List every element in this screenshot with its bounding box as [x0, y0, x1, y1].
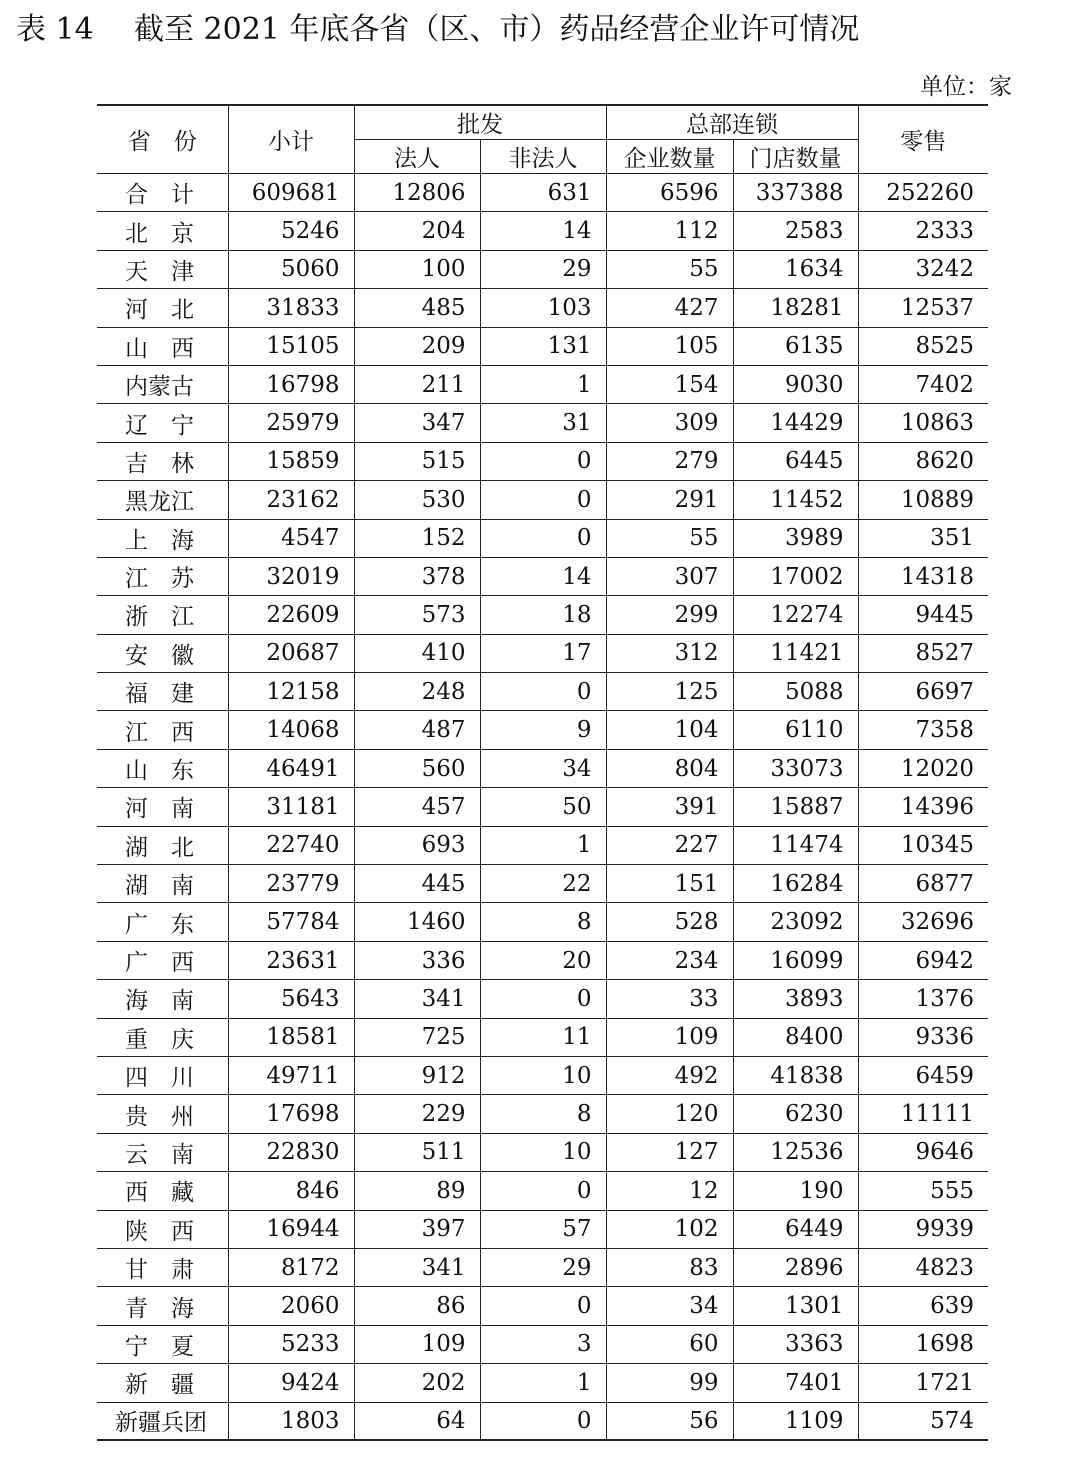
wholesale-nonlegal-cell: 10 [480, 1133, 606, 1171]
wholesale-legal-cell: 204 [354, 212, 480, 250]
retail-cell: 32696 [858, 903, 988, 941]
table-row [97, 1325, 988, 1363]
subtotal-cell: 12158 [228, 673, 354, 711]
subtotal-cell: 5060 [228, 250, 354, 288]
wholesale-nonlegal-cell: 0 [480, 519, 606, 557]
chain-stores-cell: 11421 [733, 634, 858, 672]
retail-cell: 4823 [858, 1248, 988, 1286]
province-name: 广 西 [97, 941, 228, 979]
wholesale-legal-cell: 109 [354, 1325, 480, 1363]
province-name: 河 南 [97, 788, 228, 826]
wholesale-nonlegal-cell: 8 [480, 903, 606, 941]
wholesale-legal-cell: 248 [354, 673, 480, 711]
retail-cell: 9646 [858, 1133, 988, 1171]
chain-companies-cell: 391 [606, 788, 733, 826]
chain-companies-cell: 99 [606, 1364, 733, 1402]
table-row [97, 250, 988, 288]
province-name: 辽 宁 [97, 404, 228, 442]
subtotal-cell: 22830 [228, 1133, 354, 1171]
wholesale-legal-cell: 515 [354, 442, 480, 480]
chain-companies-cell: 309 [606, 404, 733, 442]
chain-companies-cell: 127 [606, 1133, 733, 1171]
chain-stores-cell: 6230 [733, 1095, 858, 1133]
chain-stores-cell: 3893 [733, 980, 858, 1018]
retail-cell: 3242 [858, 250, 988, 288]
retail-cell: 8525 [858, 327, 988, 365]
retail-cell: 1376 [858, 980, 988, 1018]
table-row [97, 941, 988, 979]
province-name: 西 藏 [97, 1172, 228, 1210]
wholesale-legal-cell: 485 [354, 289, 480, 327]
retail-cell: 2333 [858, 212, 988, 250]
chain-stores-cell: 6135 [733, 327, 858, 365]
header-wholesale-nonlegal: 非法人 [480, 140, 606, 174]
table-row [97, 365, 988, 403]
wholesale-nonlegal-cell: 0 [480, 980, 606, 1018]
chain-companies-cell: 12 [606, 1172, 733, 1210]
header-retail: 零售 [858, 105, 988, 174]
wholesale-nonlegal-cell: 1 [480, 365, 606, 403]
subtotal-cell: 32019 [228, 557, 354, 595]
province-name: 陕 西 [97, 1210, 228, 1248]
chain-stores-cell: 17002 [733, 557, 858, 595]
province-name: 北 京 [97, 212, 228, 250]
retail-cell: 11111 [858, 1095, 988, 1133]
chain-stores-cell: 2896 [733, 1248, 858, 1286]
subtotal-cell: 31181 [228, 788, 354, 826]
chain-stores-cell: 337388 [733, 174, 858, 212]
subtotal-cell: 1803 [228, 1402, 354, 1440]
province-name: 天 津 [97, 250, 228, 288]
subtotal-cell: 20687 [228, 634, 354, 672]
subtotal-cell: 14068 [228, 711, 354, 749]
chain-companies-cell: 55 [606, 250, 733, 288]
subtotal-cell: 15105 [228, 327, 354, 365]
retail-cell: 6459 [858, 1056, 988, 1094]
retail-cell: 7402 [858, 365, 988, 403]
table-body [97, 174, 988, 1441]
subtotal-cell: 25979 [228, 404, 354, 442]
table-row [97, 980, 988, 1018]
wholesale-nonlegal-cell: 0 [480, 1287, 606, 1325]
province-name: 四 川 [97, 1056, 228, 1094]
chain-stores-cell: 1634 [733, 250, 858, 288]
subtotal-cell: 8172 [228, 1248, 354, 1286]
header-chain: 总部连锁 [606, 105, 858, 140]
wholesale-nonlegal-cell: 34 [480, 749, 606, 787]
subtotal-cell: 22740 [228, 826, 354, 864]
subtotal-cell: 23779 [228, 865, 354, 903]
chain-companies-cell: 102 [606, 1210, 733, 1248]
chain-stores-cell: 18281 [733, 289, 858, 327]
chain-stores-cell: 23092 [733, 903, 858, 941]
retail-cell: 12020 [858, 749, 988, 787]
wholesale-nonlegal-cell: 57 [480, 1210, 606, 1248]
retail-cell: 252260 [858, 174, 988, 212]
wholesale-legal-cell: 89 [354, 1172, 480, 1210]
chain-companies-cell: 151 [606, 865, 733, 903]
wholesale-legal-cell: 100 [354, 250, 480, 288]
wholesale-legal-cell: 229 [354, 1095, 480, 1133]
wholesale-legal-cell: 1460 [354, 903, 480, 941]
chain-companies-cell: 55 [606, 519, 733, 557]
wholesale-nonlegal-cell: 14 [480, 557, 606, 595]
license-table [97, 104, 988, 1441]
chain-companies-cell: 60 [606, 1325, 733, 1363]
table-row [97, 212, 988, 250]
chain-companies-cell: 34 [606, 1287, 733, 1325]
wholesale-nonlegal-cell: 18 [480, 596, 606, 634]
chain-companies-cell: 299 [606, 596, 733, 634]
chain-stores-cell: 15887 [733, 788, 858, 826]
chain-stores-cell: 7401 [733, 1364, 858, 1402]
wholesale-legal-cell: 64 [354, 1402, 480, 1440]
province-name: 云 南 [97, 1133, 228, 1171]
header-chain-stores: 门店数量 [733, 140, 858, 174]
table-number: 表 14 [16, 12, 94, 47]
wholesale-nonlegal-cell: 10 [480, 1056, 606, 1094]
chain-companies-cell: 6596 [606, 174, 733, 212]
wholesale-legal-cell: 341 [354, 1248, 480, 1286]
subtotal-cell: 846 [228, 1172, 354, 1210]
table-row [97, 289, 988, 327]
retail-cell: 1721 [858, 1364, 988, 1402]
province-name: 甘 肃 [97, 1248, 228, 1286]
subtotal-cell: 16798 [228, 365, 354, 403]
subtotal-cell: 4547 [228, 519, 354, 557]
subtotal-cell: 18581 [228, 1018, 354, 1056]
wholesale-legal-cell: 573 [354, 596, 480, 634]
chain-stores-cell: 5088 [733, 673, 858, 711]
province-name: 湖 南 [97, 865, 228, 903]
table-row [97, 519, 988, 557]
table-row [97, 1133, 988, 1171]
chain-companies-cell: 528 [606, 903, 733, 941]
wholesale-legal-cell: 347 [354, 404, 480, 442]
subtotal-cell: 5643 [228, 980, 354, 1018]
retail-cell: 351 [858, 519, 988, 557]
chain-companies-cell: 291 [606, 481, 733, 519]
table-row [97, 1287, 988, 1325]
wholesale-nonlegal-cell: 14 [480, 212, 606, 250]
retail-cell: 574 [858, 1402, 988, 1440]
wholesale-legal-cell: 457 [354, 788, 480, 826]
table-row [97, 327, 988, 365]
subtotal-cell: 17698 [228, 1095, 354, 1133]
chain-companies-cell: 112 [606, 212, 733, 250]
chain-stores-cell: 3989 [733, 519, 858, 557]
province-name: 上 海 [97, 519, 228, 557]
wholesale-legal-cell: 152 [354, 519, 480, 557]
table-header [97, 105, 988, 174]
chain-companies-cell: 125 [606, 673, 733, 711]
page-title [16, 10, 859, 50]
subtotal-cell: 46491 [228, 749, 354, 787]
chain-companies-cell: 427 [606, 289, 733, 327]
table-row [97, 557, 988, 595]
retail-cell: 8527 [858, 634, 988, 672]
province-name: 河 北 [97, 289, 228, 327]
header-wholesale-legal: 法人 [354, 140, 480, 174]
wholesale-legal-cell: 912 [354, 1056, 480, 1094]
table-row [97, 634, 988, 672]
province-name: 海 南 [97, 980, 228, 1018]
wholesale-legal-cell: 560 [354, 749, 480, 787]
wholesale-legal-cell: 202 [354, 1364, 480, 1402]
table-row [97, 826, 988, 864]
table-row [97, 711, 988, 749]
subtotal-cell: 2060 [228, 1287, 354, 1325]
wholesale-legal-cell: 530 [354, 481, 480, 519]
retail-cell: 9939 [858, 1210, 988, 1248]
table-row [97, 903, 988, 941]
chain-stores-cell: 12536 [733, 1133, 858, 1171]
chain-companies-cell: 33 [606, 980, 733, 1018]
wholesale-nonlegal-cell: 1 [480, 826, 606, 864]
chain-companies-cell: 104 [606, 711, 733, 749]
retail-cell: 12537 [858, 289, 988, 327]
province-name: 山 西 [97, 327, 228, 365]
wholesale-legal-cell: 378 [354, 557, 480, 595]
province-name: 江 苏 [97, 557, 228, 595]
province-name: 新疆兵团 [97, 1402, 228, 1440]
chain-stores-cell: 6445 [733, 442, 858, 480]
chain-companies-cell: 492 [606, 1056, 733, 1094]
table-row [97, 749, 988, 787]
province-name: 黑龙江 [97, 481, 228, 519]
wholesale-legal-cell: 336 [354, 941, 480, 979]
chain-companies-cell: 804 [606, 749, 733, 787]
wholesale-nonlegal-cell: 631 [480, 174, 606, 212]
subtotal-cell: 609681 [228, 174, 354, 212]
wholesale-nonlegal-cell: 29 [480, 250, 606, 288]
chain-companies-cell: 307 [606, 557, 733, 595]
retail-cell: 555 [858, 1172, 988, 1210]
retail-cell: 8620 [858, 442, 988, 480]
wholesale-nonlegal-cell: 0 [480, 1402, 606, 1440]
wholesale-nonlegal-cell: 20 [480, 941, 606, 979]
table-row [97, 1248, 988, 1286]
subtotal-cell: 31833 [228, 289, 354, 327]
chain-stores-cell: 6110 [733, 711, 858, 749]
province-name: 贵 州 [97, 1095, 228, 1133]
wholesale-nonlegal-cell: 0 [480, 442, 606, 480]
wholesale-nonlegal-cell: 0 [480, 1172, 606, 1210]
retail-cell: 10345 [858, 826, 988, 864]
province-name: 青 海 [97, 1287, 228, 1325]
table-row [97, 481, 988, 519]
subtotal-cell: 23631 [228, 941, 354, 979]
retail-cell: 14396 [858, 788, 988, 826]
province-name: 内蒙古 [97, 365, 228, 403]
retail-cell: 10863 [858, 404, 988, 442]
table-row [97, 1364, 988, 1402]
header-wholesale: 批发 [354, 105, 606, 140]
subtotal-cell: 22609 [228, 596, 354, 634]
chain-companies-cell: 105 [606, 327, 733, 365]
wholesale-legal-cell: 211 [354, 365, 480, 403]
subtotal-cell: 23162 [228, 481, 354, 519]
wholesale-nonlegal-cell: 9 [480, 711, 606, 749]
retail-cell: 639 [858, 1287, 988, 1325]
table-row [97, 174, 988, 212]
wholesale-legal-cell: 341 [354, 980, 480, 1018]
chain-companies-cell: 312 [606, 634, 733, 672]
chain-stores-cell: 11474 [733, 826, 858, 864]
chain-stores-cell: 3363 [733, 1325, 858, 1363]
retail-cell: 1698 [858, 1325, 988, 1363]
table-row [97, 1172, 988, 1210]
chain-stores-cell: 41838 [733, 1056, 858, 1094]
wholesale-legal-cell: 410 [354, 634, 480, 672]
province-name: 宁 夏 [97, 1325, 228, 1363]
subtotal-cell: 57784 [228, 903, 354, 941]
subtotal-cell: 5246 [228, 212, 354, 250]
wholesale-legal-cell: 487 [354, 711, 480, 749]
table-row [97, 442, 988, 480]
province-name: 合 计 [97, 174, 228, 212]
chain-companies-cell: 154 [606, 365, 733, 403]
retail-cell: 9445 [858, 596, 988, 634]
retail-cell: 14318 [858, 557, 988, 595]
province-name: 重 庆 [97, 1018, 228, 1056]
table-row [97, 404, 988, 442]
wholesale-legal-cell: 445 [354, 865, 480, 903]
wholesale-legal-cell: 725 [354, 1018, 480, 1056]
province-name: 山 东 [97, 749, 228, 787]
wholesale-legal-cell: 209 [354, 327, 480, 365]
wholesale-legal-cell: 86 [354, 1287, 480, 1325]
table-row [97, 788, 988, 826]
wholesale-nonlegal-cell: 8 [480, 1095, 606, 1133]
chain-companies-cell: 56 [606, 1402, 733, 1440]
wholesale-nonlegal-cell: 103 [480, 289, 606, 327]
wholesale-nonlegal-cell: 17 [480, 634, 606, 672]
chain-stores-cell: 33073 [733, 749, 858, 787]
wholesale-nonlegal-cell: 29 [480, 1248, 606, 1286]
chain-companies-cell: 279 [606, 442, 733, 480]
subtotal-cell: 49711 [228, 1056, 354, 1094]
subtotal-cell: 15859 [228, 442, 354, 480]
chain-stores-cell: 1109 [733, 1402, 858, 1440]
subtotal-cell: 16944 [228, 1210, 354, 1248]
wholesale-nonlegal-cell: 131 [480, 327, 606, 365]
unit-label: 单位：家 [920, 74, 1012, 100]
chain-stores-cell: 2583 [733, 212, 858, 250]
province-name: 吉 林 [97, 442, 228, 480]
wholesale-legal-cell: 397 [354, 1210, 480, 1248]
wholesale-nonlegal-cell: 0 [480, 481, 606, 519]
province-name: 广 东 [97, 903, 228, 941]
header-subtotal: 小计 [228, 105, 354, 174]
wholesale-nonlegal-cell: 11 [480, 1018, 606, 1056]
chain-stores-cell: 1301 [733, 1287, 858, 1325]
chain-stores-cell: 16284 [733, 865, 858, 903]
chain-stores-cell: 11452 [733, 481, 858, 519]
chain-companies-cell: 227 [606, 826, 733, 864]
province-name: 湖 北 [97, 826, 228, 864]
province-name: 安 徽 [97, 634, 228, 672]
subtotal-cell: 5233 [228, 1325, 354, 1363]
retail-cell: 6877 [858, 865, 988, 903]
table-row [97, 1056, 988, 1094]
chain-companies-cell: 120 [606, 1095, 733, 1133]
wholesale-nonlegal-cell: 0 [480, 673, 606, 711]
retail-cell: 6942 [858, 941, 988, 979]
wholesale-legal-cell: 693 [354, 826, 480, 864]
chain-stores-cell: 9030 [733, 365, 858, 403]
chain-stores-cell: 14429 [733, 404, 858, 442]
wholesale-nonlegal-cell: 3 [480, 1325, 606, 1363]
province-name: 福 建 [97, 673, 228, 711]
chain-stores-cell: 6449 [733, 1210, 858, 1248]
chain-stores-cell: 8400 [733, 1018, 858, 1056]
table-row [97, 1095, 988, 1133]
wholesale-legal-cell: 12806 [354, 174, 480, 212]
chain-stores-cell: 190 [733, 1172, 858, 1210]
chain-stores-cell: 16099 [733, 941, 858, 979]
chain-companies-cell: 109 [606, 1018, 733, 1056]
retail-cell: 10889 [858, 481, 988, 519]
table-row [97, 865, 988, 903]
chain-stores-cell: 12274 [733, 596, 858, 634]
province-name: 新 疆 [97, 1364, 228, 1402]
wholesale-nonlegal-cell: 50 [480, 788, 606, 826]
wholesale-nonlegal-cell: 1 [480, 1364, 606, 1402]
header-province: 省 份 [97, 105, 228, 174]
header-chain-companies: 企业数量 [606, 140, 733, 174]
table-row [97, 1210, 988, 1248]
retail-cell: 9336 [858, 1018, 988, 1056]
chain-companies-cell: 234 [606, 941, 733, 979]
retail-cell: 7358 [858, 711, 988, 749]
table-row [97, 596, 988, 634]
wholesale-nonlegal-cell: 22 [480, 865, 606, 903]
wholesale-legal-cell: 511 [354, 1133, 480, 1171]
province-name: 江 西 [97, 711, 228, 749]
wholesale-nonlegal-cell: 31 [480, 404, 606, 442]
subtotal-cell: 9424 [228, 1364, 354, 1402]
chain-companies-cell: 83 [606, 1248, 733, 1286]
table-title-text: 截至 2021 年底各省（区、市）药品经营企业许可情况 [134, 12, 860, 47]
table-row [97, 673, 988, 711]
province-name: 浙 江 [97, 596, 228, 634]
table-row [97, 1018, 988, 1056]
table-row [97, 1402, 988, 1440]
retail-cell: 6697 [858, 673, 988, 711]
